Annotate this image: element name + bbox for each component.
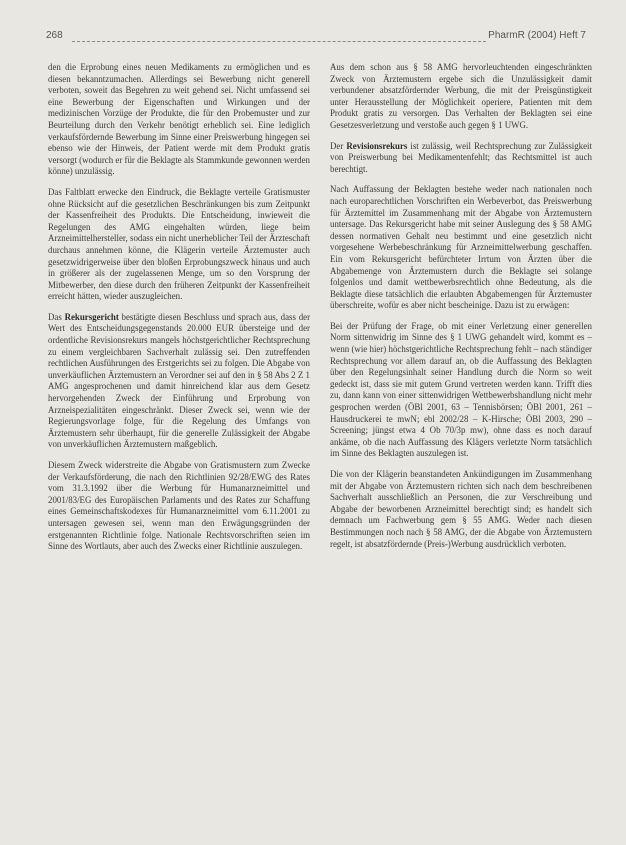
paragraph-text: bestätigte diesen Beschluss und sprach aus, dass der Wert des Entscheidungsgegenstands 20.000 EUR übersteige und der ordentliche Revisionsrekurs mangels höchstgerichtlicher Rechtsprechung zu einem vergleichbaren Sachverhalt zulässig sei. Den zutreffenden rechtlichen Ausführungen des Erstgerichts sei zu folgen. Die Abgabe von unverkäuflichen Ärztemustern an Verordner sei auf den in § 58 Abs 2 Z 1 AMG angesprochenen und damit hinreichend klar aus dem Gesetz hervorgehenden Zweck der Einführung und Erprobung von Arzneispezialitäten eingeschränkt. Dieser Zweck sei, wenn wie der Regierungsvorlage folge, für die Regelung des Umfangs von Ärztemustern sehr überhaupt, für die generelle Zulässigkeit der Abgabe von unverkäuflichen Ärztemustern maßgeblich. <box>48 311 311 450</box>
paragraph: Die von der Klägerin beanstandeten Ankündigungen im Zusammenhang mit der Abgabe von Ärztemustern richten sich nach dem beschreibenen Sachverhalt ausschließlich an Personen, die zur Verschreibung und Abgabe der beworbenen Arzneimittel berechtigt sind; es handelt sich demnach um Fachwerbung gem § 55 AMG. Weder nach diesen Bestimmungen noch nach § 58 AMG, der die Abgabe von Ärztemustern regelt, ist absatzfördernde (Preis-)Werbung ausdrücklich verboten. <box>330 469 592 549</box>
paragraph-text: ist zulässig, weil Rechtsprechung zur Zulässigkeit von Preiswerbung bei Medikamentenfehlt; das Rechtsmittel ist auch berechtigt. <box>330 140 592 174</box>
paragraph: Nach Auffassung der Beklagten bestehe weder nach nationalen noch nach europarechtlichen Vorschriften ein Werbeverbot, das Preiswerbung für Ärztemittel im Zusammenhang mit der Abgabe von Ärztemustern untersage. Das Rekursgericht habe mit seiner Auslegung des § 58 AMG dessen normativen Gehalt neu bestimmt und eine gesetzlich nicht vorgesehene Werbebeschränkung für Arzneimittelwerbung geschaffen. Ein vom Rekursgericht befürchteter Irrtum von Ärzten über die Abgabemenge von Ärztemustern durch die Beklagte sei solange folgenlos und damit wettbewerbsrechtlich ohne Bedeutung, als die Beklagte diese tatsächlich die erlaubten Abgabemengen für Ärztemuster überschreite, wofür es aber nicht bescheinige. Dazu ist zu erwägen: <box>330 184 592 311</box>
page-header <box>46 30 586 44</box>
paragraph: Bei der Prüfung der Frage, ob mit einer Verletzung einer generellen Norm sittenwidrig im Sinne des § 1 UWG gehandelt wird, kommt es – wenn (wie hier) höchstgerichtliche Rechtsprechung fehlt – nach ständiger Rechtsprechung vor allem darauf an, ob die Auffassung des Beklagten über den Regelungsinhalt seiner Handlung durch die Norm so weit gedeckt ist, dass sie mit gutem Grund vertreten werden kann. Trifft dies zu, dann kann von einer sittenwidrigen Wettbewerbshandlung nicht mehr gesprochen werden (ÖBl 2001, 63 – Tennisbörsen; ÖBl 2001, 261 – Hausdruckerei te mwN; ebl 2002/28 – K-Hirsche; ÖBl 2003, 290 – Screening; jüngst etwa 4 Ob 70/3p mw), ohne dass es noch darauf ankäme, ob die nach Auffassung des Klägers verletzte Norm tatsächlich im Sinne des Beklagten auszulegen ist. <box>330 320 592 459</box>
paragraph: Aus dem schon aus § 58 AMG hervorleuchtenden eingeschränkten Zweck von Ärztemustern ergebe sich die Unzulässigkeit damit verbundener absatzfördernder Werbung, die mit der Preisgünstigkeit unter Herausstellung der Möglichkeit operiere, Patienten mit dem Produkt gratis zu versorgen. Das Verhalten der Beklagten sei eine Gesetzesverletzung und verstoße auch gegen § 1 UWG. <box>330 62 592 130</box>
right-column <box>330 62 592 559</box>
paragraph-lead: Der <box>330 140 344 151</box>
paragraph <box>330 141 592 176</box>
paragraph: Das Faltblatt erwecke den Eindruck, die Beklagte verteile Gratismuster ohne Rücksicht auf die gesetzlichen Beschränkungen bis zum Zeitpunkt der Kassenfreiheit des Produkts. Die Entscheidung, inwieweit die Regelungen des AMG eingehalten würden, liege beim Arzneimittelhersteller, sodass ein nicht unerheblicher Teil der Ärzteschaft durchaus annehmen könne, die Klägerin verteile Ärztemuster auch gesetzwidrigerweise über den bloßen Erprobungszweck hinaus und auch in größerer als der zugelassenen Menge, um so den Vorsprung der Mitbewerber, den diese durch den früheren Zeitpunkt der Kassenfreiheit erreicht hätten, wieder auszugleichen. <box>48 186 310 302</box>
left-column <box>48 62 310 562</box>
header-rule <box>72 41 486 42</box>
paragraph-lead: Das <box>48 311 62 322</box>
page-number: 268 <box>46 30 63 41</box>
keyword-revisionsrekurs: Revisionsrekurs <box>346 140 408 151</box>
journal-citation: PharmR (2004) Heft 7 <box>488 30 586 41</box>
keyword-rekursgericht: Rekursgericht <box>64 311 119 322</box>
paragraph: den die Erprobung eines neuen Medikaments zu ermöglichen und es diesen bekanntzumachen. Allerdings sei Bewerbung nicht generell verboten, soweit das Begehren zu weit gehend sei. Nicht umfassend sei eine Bewerbung der Eigenschaften und Wirkungen und der medizinischen Vorzüge der Produkte, die für den Probemuster und zur Beurteilung durch den Verkehr benötigt erheblich sei. Eine lediglich verkaufsfördernde Bewerbung im Sinne einer Preiswerbung hingegen sei ebenso wie der Hinweis, der Patient werde mit dem Produkt gratis versorgt (wodurch er für die Beklagte als Stammkunde gewonnen werden könne) unzulässig. <box>48 62 310 177</box>
paragraph: Diesem Zweck widerstreite die Abgabe von Gratismustern zum Zwecke der Verkaufsförderung, die nach den Richtlinien 92/28/EWG des Rates vom 31.3.1992 über die Werbung für Humanarzneimittel und 2001/83/EG des Europäischen Parlaments und des Rates zur Schaffung eines Gemeinschaftskodexes für Humanarzneimittel vom 6.11.2001 zu untersagen gewesen sei, wenn man den Erwägungsgründen der erstgenannten Richtlinie folge. Nationale Rechtsvorschriften seien im Sinne des Wortlauts, aber auch des Zwecks einer Richtlinie auszulegen. <box>48 460 310 552</box>
paragraph <box>48 312 310 451</box>
